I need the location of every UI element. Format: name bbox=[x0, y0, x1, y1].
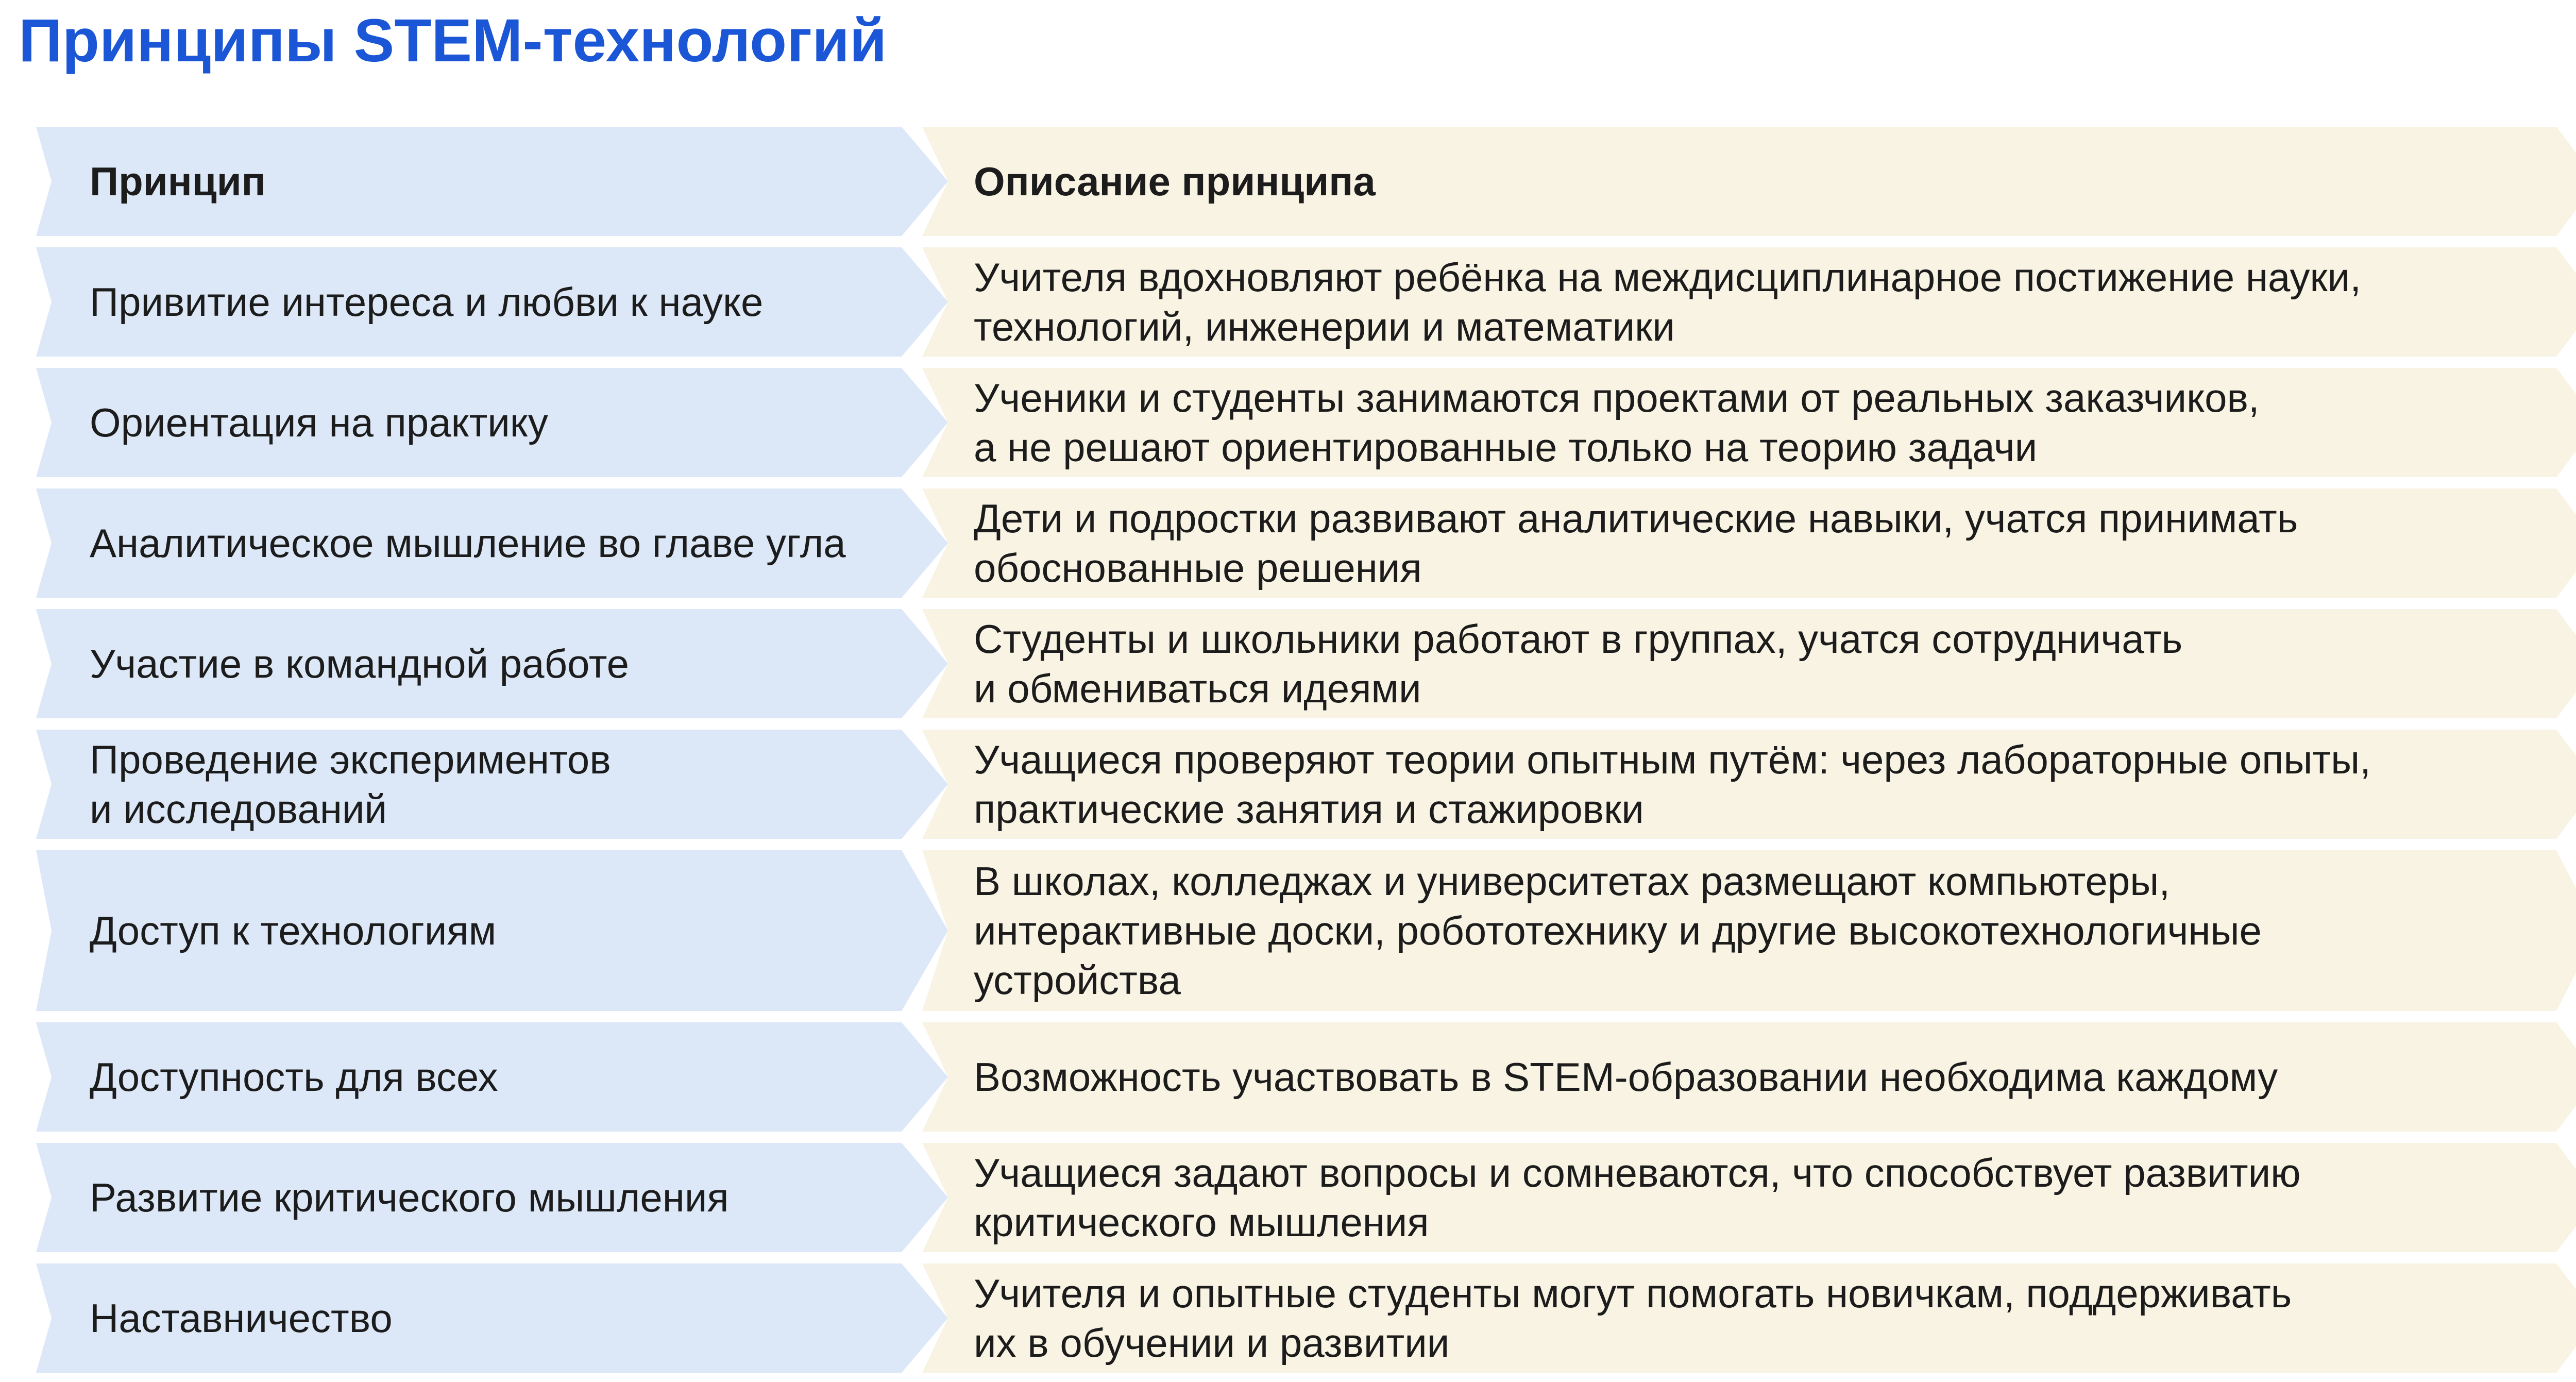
principle-text: Доступ к технологиям bbox=[90, 908, 497, 953]
header-description-label: Описание принципа bbox=[974, 159, 1376, 204]
table-row bbox=[36, 850, 2576, 1011]
table-row bbox=[36, 1263, 2576, 1373]
description-text: Ученики и студенты занимаются проектами от реальных заказчиков, а не решают ориентированные только на теорию задачи bbox=[974, 375, 2260, 470]
description-text: Учащиеся проверяют теории опытным путём: через лабораторные опыты, практические занятия и стажировки bbox=[974, 737, 2371, 832]
page-title: Принципы STEM-технологий bbox=[19, 7, 887, 75]
principle-text: Проведение экспериментов и исследований bbox=[90, 737, 611, 832]
principle-text: Аналитическое мышление во главе угла bbox=[90, 520, 846, 566]
description-text: Возможность участвовать в STEM-образовании необходима каждому bbox=[974, 1054, 2278, 1100]
table-header-row bbox=[36, 127, 2576, 236]
table-row bbox=[36, 488, 2576, 598]
table-row bbox=[36, 730, 2576, 839]
description-text: В школах, колледжах и университетах размещают компьютеры, интерактивные доски, робототехнику и другие высокотехнологичные устройства bbox=[974, 858, 2262, 1003]
principle-text: Развитие критического мышления bbox=[90, 1175, 729, 1220]
principle-text: Ориентация на практику bbox=[90, 400, 548, 445]
description-text: Студенты и школьники работают в группах, учатся сотрудничать и обмениваться идеями bbox=[974, 616, 2183, 711]
table-row bbox=[36, 247, 2576, 357]
description-text: Учителя и опытные студенты могут помогать новичкам, поддерживать их в обучении и развитии bbox=[974, 1271, 2292, 1366]
description-text: Учителя вдохновляют ребёнка на междисциплинарное постижение науки, технологий, инженерии и математики bbox=[974, 255, 2361, 349]
table-row bbox=[36, 1143, 2576, 1252]
principle-text: Привитие интереса и любви к науке bbox=[90, 279, 764, 325]
principle-text: Доступность для всех bbox=[90, 1054, 498, 1100]
principle-text: Наставничество bbox=[90, 1295, 393, 1341]
description-text: Учащиеся задают вопросы и сомневаются, что способствует развитию критического мышления bbox=[974, 1150, 2301, 1245]
header-principle-label: Принцип bbox=[90, 159, 266, 204]
table-row bbox=[36, 368, 2576, 477]
principle-text: Участие в командной работе bbox=[90, 641, 630, 686]
table-row bbox=[36, 1022, 2576, 1132]
table-row bbox=[36, 609, 2576, 718]
description-text: Дети и подростки развивают аналитические навыки, учатся принимать обоснованные решения bbox=[974, 496, 2298, 591]
